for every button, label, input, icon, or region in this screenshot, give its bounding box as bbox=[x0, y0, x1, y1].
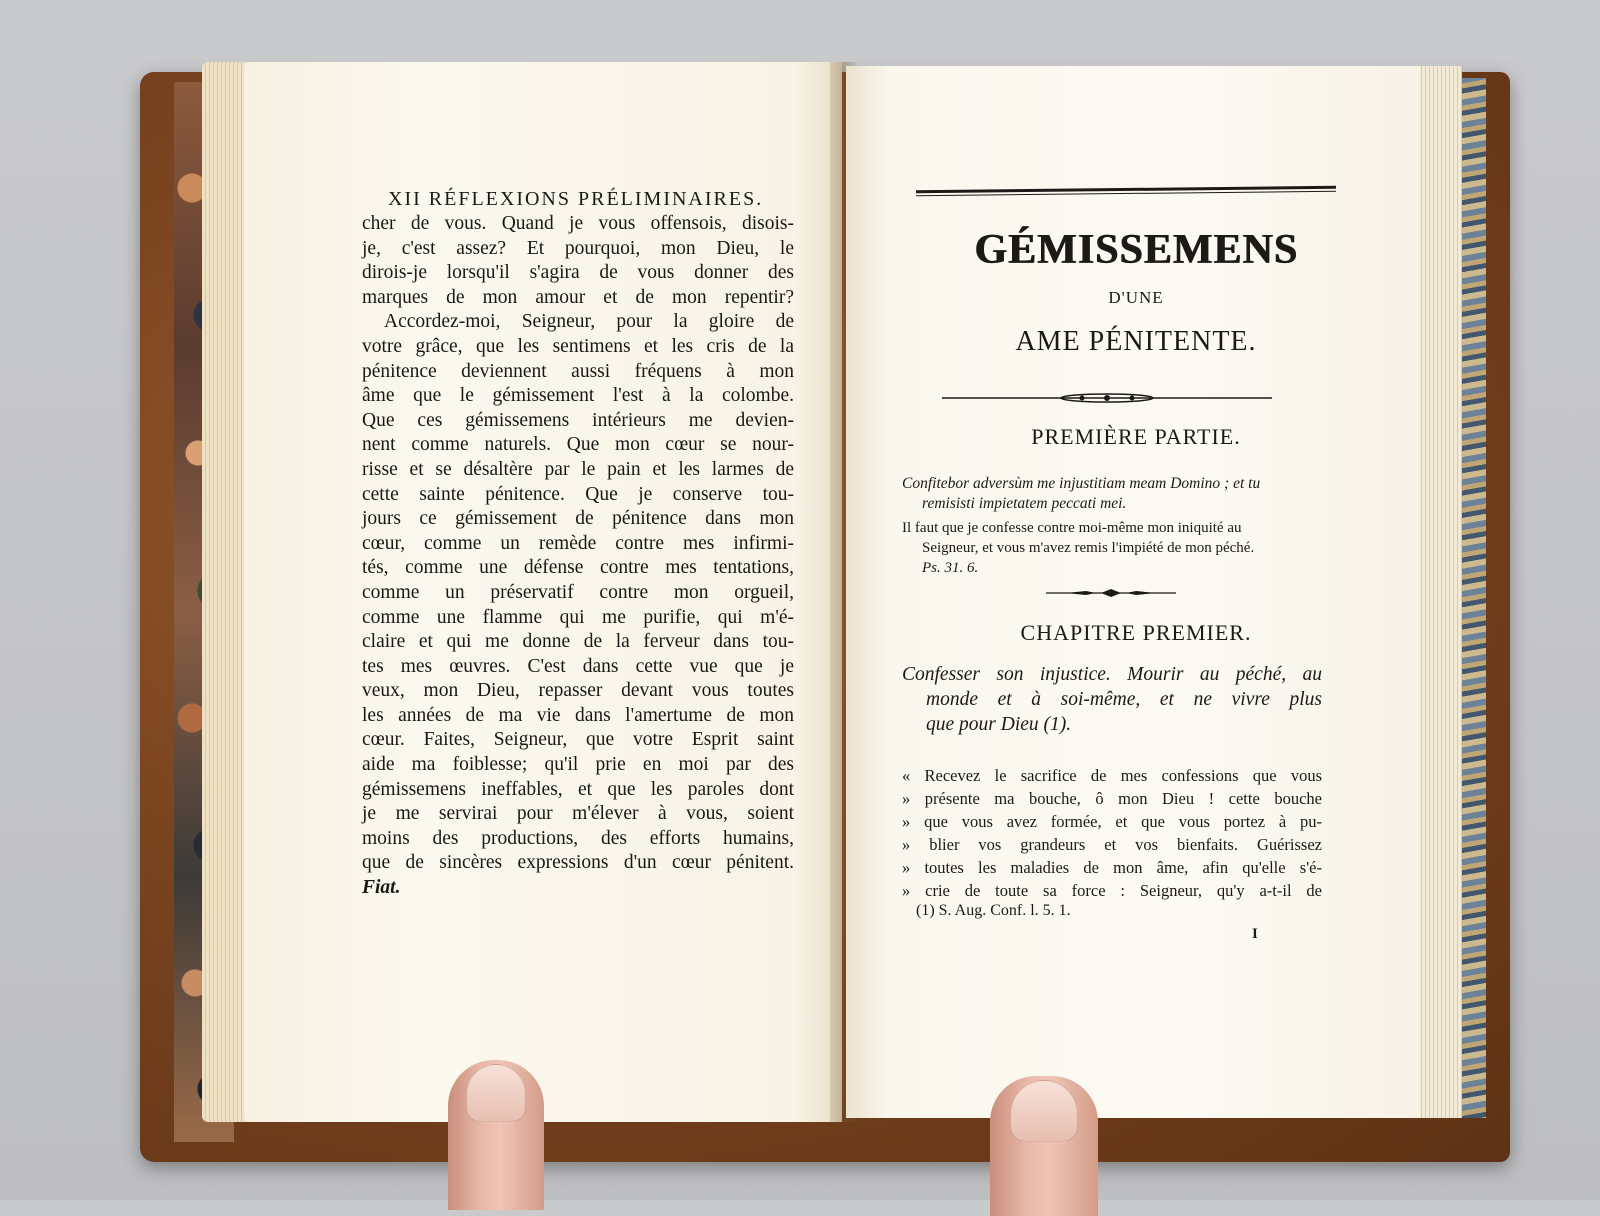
text-line: Que ces gémissemens intérieurs me devien- bbox=[362, 409, 794, 431]
left-fingernail bbox=[466, 1064, 526, 1122]
text-line: que de sincères expressions d'un cœur pénitent. bbox=[362, 852, 794, 874]
psalm-reference: Ps. 31. 6. bbox=[922, 560, 979, 576]
body-line: » présente ma bouche, ô mon Dieu ! cette bouche bbox=[902, 789, 1322, 808]
text-line: je, c'est assez? Et pourquoi, mon Dieu, le bbox=[362, 237, 794, 259]
text-line: dirois-je lorsqu'il s'agira de vous donner des bbox=[362, 262, 794, 284]
chapter-summary bbox=[902, 662, 1322, 737]
text-line: comme un préservatif contre mon orgueil, bbox=[362, 581, 794, 603]
french-line: Il faut que je confesse contre moi-même mon iniquité au bbox=[902, 520, 1242, 536]
text-line: pénitence deviennent aussi fréquens à mon bbox=[362, 360, 794, 382]
text-line: nent comme naturels. Que mon cœur se nour- bbox=[362, 434, 794, 456]
summary-line: que pour Dieu (1). bbox=[926, 714, 1072, 735]
title-connector: D'UNE bbox=[1108, 288, 1164, 307]
small-ornament bbox=[1046, 588, 1176, 598]
latin-line: Confitebor adversùm me injustitiam meam Domino ; et tu bbox=[902, 475, 1261, 492]
text-line: gémissemens ineffables, et que les paroles dont bbox=[362, 778, 794, 800]
text-line: marques de mon amour et de mon repentir? bbox=[362, 286, 794, 308]
text-line: tes mes œuvres. C'est dans cette vue que je bbox=[362, 655, 794, 677]
left-page bbox=[244, 62, 842, 1122]
latin-epigraph bbox=[902, 474, 1322, 514]
chapter-body bbox=[902, 764, 1322, 902]
text-line: veux, mon Dieu, repasser devant vous toutes bbox=[362, 680, 794, 702]
body-line: » que vous avez formée, et que vous portez à pu- bbox=[902, 812, 1322, 831]
french-translation bbox=[902, 518, 1326, 578]
text-line: cher de vous. Quand je vous offensois, disois- bbox=[362, 213, 794, 234]
french-line: Seigneur, et vous m'avez remis l'impiété de mon péché. bbox=[922, 540, 1255, 556]
body-line: « Recevez le sacrifice de mes confessions que vous bbox=[902, 766, 1322, 785]
text-line: comme une flamme qui me purifie, qui m'é- bbox=[362, 606, 794, 628]
text-line: je me servirai pour m'élever à vous, soient bbox=[362, 803, 794, 825]
body-line: » crie de toute sa force : Seigneur, qu'y a-t-il de bbox=[902, 881, 1322, 900]
text-line: cette sainte pénitence. Que je conserve tou- bbox=[362, 483, 794, 505]
summary-line: Confesser son injustice. Mourir au péché, au bbox=[902, 664, 1322, 685]
text-line: Accordez-moi, Seigneur, pour la gloire de bbox=[384, 311, 794, 333]
text-line: cœur. Faites, Seigneur, que votre Esprit saint bbox=[362, 729, 794, 751]
body-line: » toutes les maladies de mon âme, afin qu'elle s'é- bbox=[902, 858, 1322, 877]
text-line: claire et qui me donne de la ferveur dans tou- bbox=[362, 631, 794, 653]
chapter-heading: CHAPITRE PREMIER. bbox=[1020, 620, 1252, 645]
right-fingernail bbox=[1010, 1080, 1078, 1142]
closing-word: Fiat. bbox=[362, 877, 401, 899]
latin-line: remisisti impietatem peccati mei. bbox=[922, 495, 1127, 512]
signature-mark: I bbox=[1252, 926, 1258, 942]
text-line: risse et se désaltère par le pain et les larmes de bbox=[362, 458, 794, 480]
body-line: » blier vos grandeurs et vos bienfaits. Guérissez bbox=[902, 835, 1322, 854]
text-line: tés, comme une défense contre mes tentations, bbox=[362, 557, 794, 579]
running-header: XII RÉFLEXIONS PRÉLIMINAIRES. bbox=[388, 188, 764, 210]
text-line: âme que le gémissement l'est à la colombe. bbox=[362, 385, 794, 407]
text-line: cœur, comme un remède contre mes infirmi- bbox=[362, 532, 794, 554]
summary-line: monde et à soi-même, et ne vivre plus bbox=[926, 689, 1322, 710]
text-line: moins des productions, des efforts humains, bbox=[362, 827, 794, 849]
left-page-text bbox=[362, 212, 794, 901]
book-title: GÉMISSEMENS bbox=[974, 227, 1298, 273]
text-line: aide ma foiblesse; qu'il prie en moi par des bbox=[362, 754, 794, 776]
page-stack-right bbox=[1418, 66, 1462, 1118]
text-line: les années de ma vie dans l'amertume de mon bbox=[362, 704, 794, 726]
text-line: votre grâce, que les sentimens et les cris de la bbox=[362, 335, 794, 357]
right-page bbox=[846, 66, 1420, 1118]
book-subtitle: AME PÉNITENTE. bbox=[1015, 326, 1257, 357]
marbled-page-edge-right bbox=[1458, 78, 1486, 1118]
part-heading: PREMIÈRE PARTIE. bbox=[1031, 424, 1241, 449]
text-line: jours ce gémissement de pénitence dans mon bbox=[362, 508, 794, 530]
ornamental-rule bbox=[942, 392, 1272, 404]
footnote: (1) S. Aug. Conf. l. 5. 1. bbox=[916, 902, 1071, 919]
